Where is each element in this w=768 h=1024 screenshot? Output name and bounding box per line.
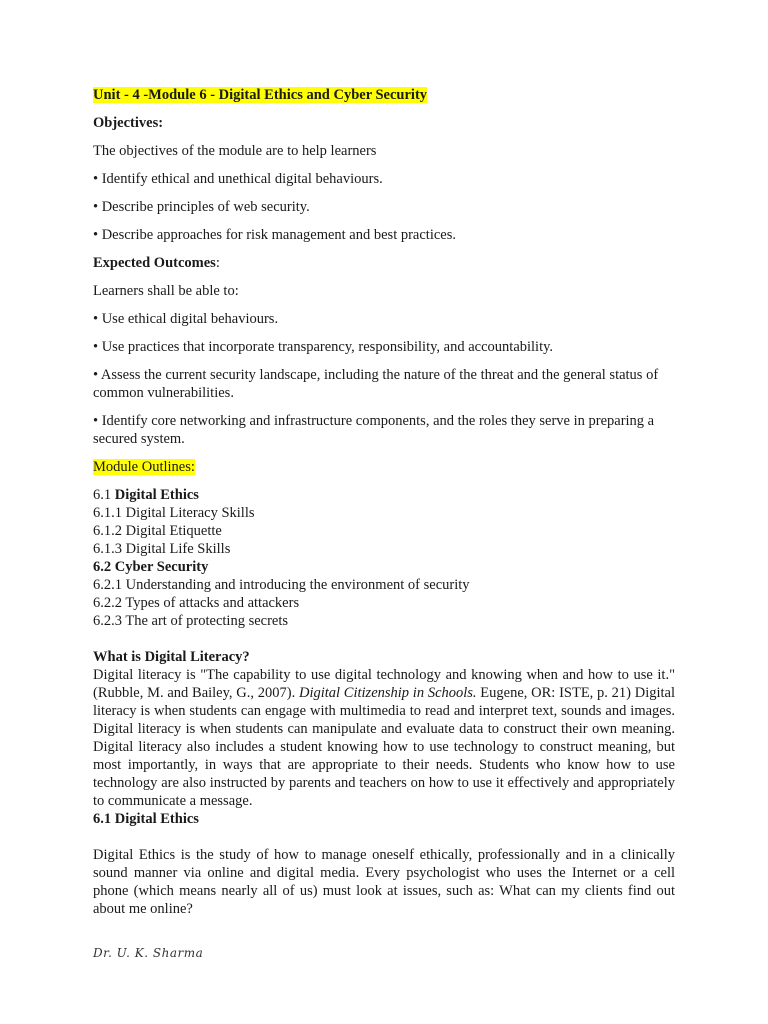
outline-text: Understanding and introducing the environment of security xyxy=(125,577,470,593)
outline-number: 6.1.3 xyxy=(93,541,126,557)
outline-item xyxy=(93,504,675,522)
outline-item xyxy=(93,576,675,594)
title-highlight: Unit - 4 -Module 6 - Digital Ethics and Cyber Security xyxy=(93,87,428,103)
outlines-heading-highlight xyxy=(93,459,195,475)
outline-text: Types of attacks and attackers xyxy=(125,595,300,611)
objective-item: • Identify ethical and unethical digital behaviours. xyxy=(93,171,383,187)
document-title xyxy=(93,86,675,104)
outcomes-intro: Learners shall be able to: xyxy=(93,283,239,299)
outline-item xyxy=(93,486,675,504)
outcomes-heading xyxy=(93,254,675,272)
outline-number: 6.2.2 xyxy=(93,595,126,611)
outline-text: Digital Etiquette xyxy=(125,523,222,539)
outcomes-heading-text: Expected Outcomes xyxy=(93,255,216,271)
outcomes-heading-colon: : xyxy=(215,255,220,271)
objectives-heading: Objectives: xyxy=(93,115,164,131)
outline-item xyxy=(93,612,675,630)
outline-text: Digital Ethics xyxy=(114,487,199,503)
outline-number: 6.1.2 xyxy=(93,523,126,539)
outlines-heading-colon: : xyxy=(190,459,195,475)
outline-number: 6.1 xyxy=(93,487,115,503)
digital-literacy-text-1: Digital literacy is "The capability to use digital technology and knowing when and how to use it." (Rubble, M. and Bailey, G., 2007). xyxy=(93,667,675,701)
objective-item: • Describe approaches for risk management and best practices. xyxy=(93,227,456,243)
document-page xyxy=(93,86,675,918)
section-spacer xyxy=(93,828,675,846)
outline-item xyxy=(93,522,675,540)
outline-text: Cyber Security xyxy=(114,559,209,575)
outcome-item: • Identify core networking and infrastructure components, and the roles they serve in preparing a secured system. xyxy=(93,413,655,447)
outline-text: Digital Literacy Skills xyxy=(125,505,255,521)
outline-number: 6.2.1 xyxy=(93,577,126,593)
outcome-item: • Assess the current security landscape, including the nature of the threat and the general status of common vulnerabilities. xyxy=(93,367,659,401)
outline-item xyxy=(93,558,675,576)
digital-literacy-paragraph xyxy=(93,666,675,810)
outlines-heading-text: Module Outlines xyxy=(93,459,191,475)
outline-text: Digital Life Skills xyxy=(125,541,231,557)
digital-literacy-citation: Digital Citizenship in Schools. xyxy=(298,685,477,701)
outline-list xyxy=(93,486,675,630)
outlines-heading xyxy=(93,458,675,476)
author-signature: Dr. U. K. Sharma xyxy=(93,946,204,960)
outcome-item: • Use practices that incorporate transparency, responsibility, and accountability. xyxy=(93,339,554,355)
section-spacer xyxy=(93,630,675,648)
digital-ethics-heading: 6.1 Digital Ethics xyxy=(93,811,199,827)
objective-item: • Describe principles of web security. xyxy=(93,199,310,215)
outline-item xyxy=(93,540,675,558)
outline-number: 6.1.1 xyxy=(93,505,126,521)
outline-number: 6.2.3 xyxy=(93,613,126,629)
outline-number: 6.2 xyxy=(93,559,115,575)
objectives-intro: The objectives of the module are to help learners xyxy=(93,143,377,159)
outline-text: The art of protecting secrets xyxy=(125,613,289,629)
digital-literacy-text-2: Eugene, OR: ISTE, p. 21) Digital literacy is when students can engage with multimedia to read and interpret text, sounds and images. Digital literacy is when students can manipulate and evaluate data to construct their own meaning. Digital literacy also includes a student knowing how to use technology to construct meaning, but most importantly, in ways that are appropriate to their needs. Students who know how to use technology are also instructed by parents and teachers on how to use it effectively and appropriately to communicate a message. xyxy=(93,685,676,809)
digital-literacy-heading: What is Digital Literacy? xyxy=(93,649,250,665)
outcome-item: • Use ethical digital behaviours. xyxy=(93,311,279,327)
outline-item xyxy=(93,594,675,612)
digital-ethics-paragraph: Digital Ethics is the study of how to manage oneself ethically, professionally and in a clinically sound manner via online and digital media. Every psychologist who uses the Internet or a cell phone (which means nearly all of us) must look at issues, such as: What can my clients find out about me online? xyxy=(93,847,675,917)
